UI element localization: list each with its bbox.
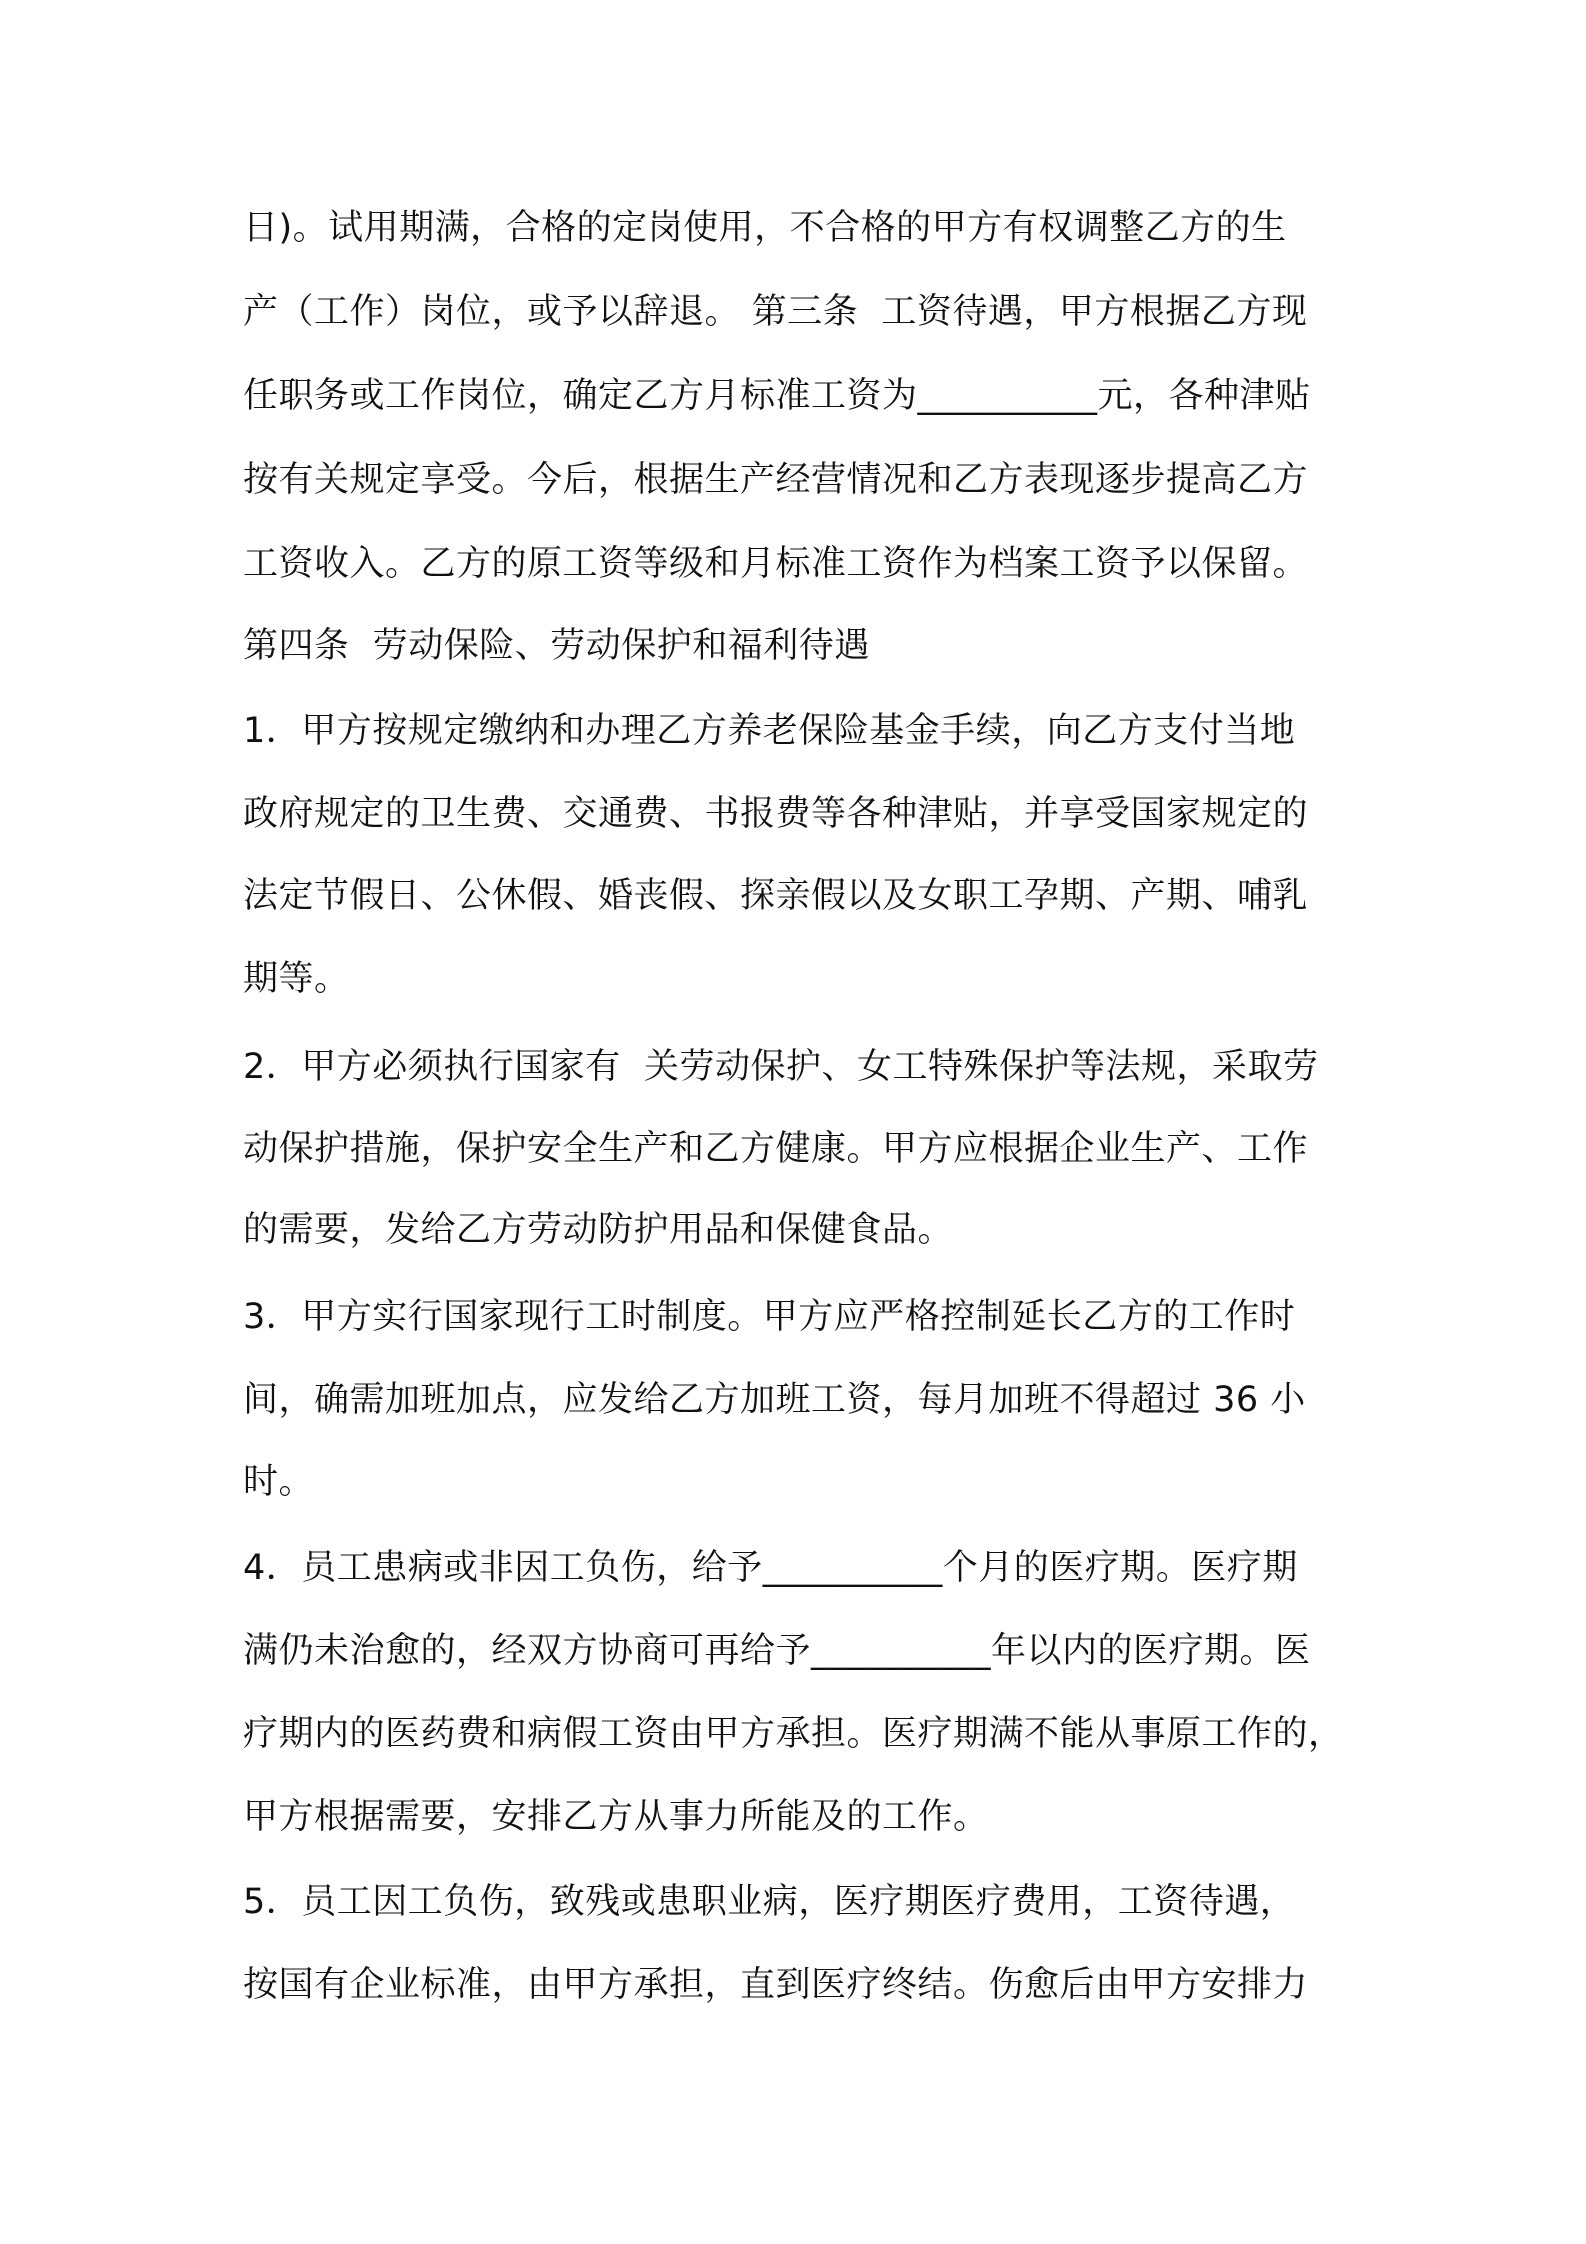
text-line: 1．甲方按规定缴纳和办理乙方养老保险基金手续，向乙方支付当地 (243, 711, 1296, 751)
text-line: 2．甲方必须执行国家有 关劳动保护、女工特殊保护等法规，采取劳 (243, 1047, 1319, 1087)
text-line: 间，确需加班加点，应发给乙方加班工资，每月加班不得超过 36 小 (243, 1380, 1306, 1420)
text-line: 任职务或工作岗位，确定乙方月标准工资为__________元，各种津贴 (243, 376, 1311, 416)
text-line: 满仍未治愈的，经双方协商可再给予__________年以内的医疗期。医 (243, 1631, 1311, 1671)
text-line: 时。 (243, 1462, 315, 1502)
text-line: 按国有企业标准，由甲方承担，直到医疗终结。伤愈后由甲方安排力 (243, 1965, 1309, 2005)
text-line: 政府规定的卫生费、交通费、书报费等各种津贴，并享受国家规定的 (243, 794, 1309, 834)
text-line: 4．员工患病或非因工负伤，给予__________个月的医疗期。医疗期 (243, 1548, 1298, 1588)
text-line: 动保护措施，保护安全生产和乙方健康。甲方应根据企业生产、工作 (243, 1129, 1309, 1169)
section-heading: 第四条 劳动保险、劳动保护和福利待遇 (243, 626, 870, 666)
text-line: 产（工作）岗位，或予以辞退。 第三条 工资待遇，甲方根据乙方现 (243, 292, 1308, 332)
text-line: 疗期内的医药费和病假工资由甲方承担。医疗期满不能从事原工作的， (243, 1714, 1344, 1754)
text-line: 3．甲方实行国家现行工时制度。甲方应严格控制延长乙方的工作时 (243, 1297, 1296, 1337)
text-line: 甲方根据需要，安排乙方从事力所能及的工作。 (243, 1797, 989, 1837)
text-line: 日)。试用期满，合格的定岗使用，不合格的甲方有权调整乙方的生 (243, 208, 1287, 248)
text-line: 期等。 (243, 959, 350, 999)
text-line: 5．员工因工负伤，致残或患职业病，医疗期医疗费用，工资待遇， (243, 1882, 1296, 1922)
text-line: 工资收入。乙方的原工资等级和月标准工资作为档案工资予以保留。 (243, 544, 1309, 584)
text-line: 的需要，发给乙方劳动防护用品和保健食品。 (243, 1210, 954, 1250)
text-line: 按有关规定享受。今后，根据生产经营情况和乙方表现逐步提高乙方 (243, 460, 1309, 500)
text-line: 法定节假日、公休假、婚丧假、探亲假以及女职工孕期、产期、哺乳 (243, 876, 1309, 916)
